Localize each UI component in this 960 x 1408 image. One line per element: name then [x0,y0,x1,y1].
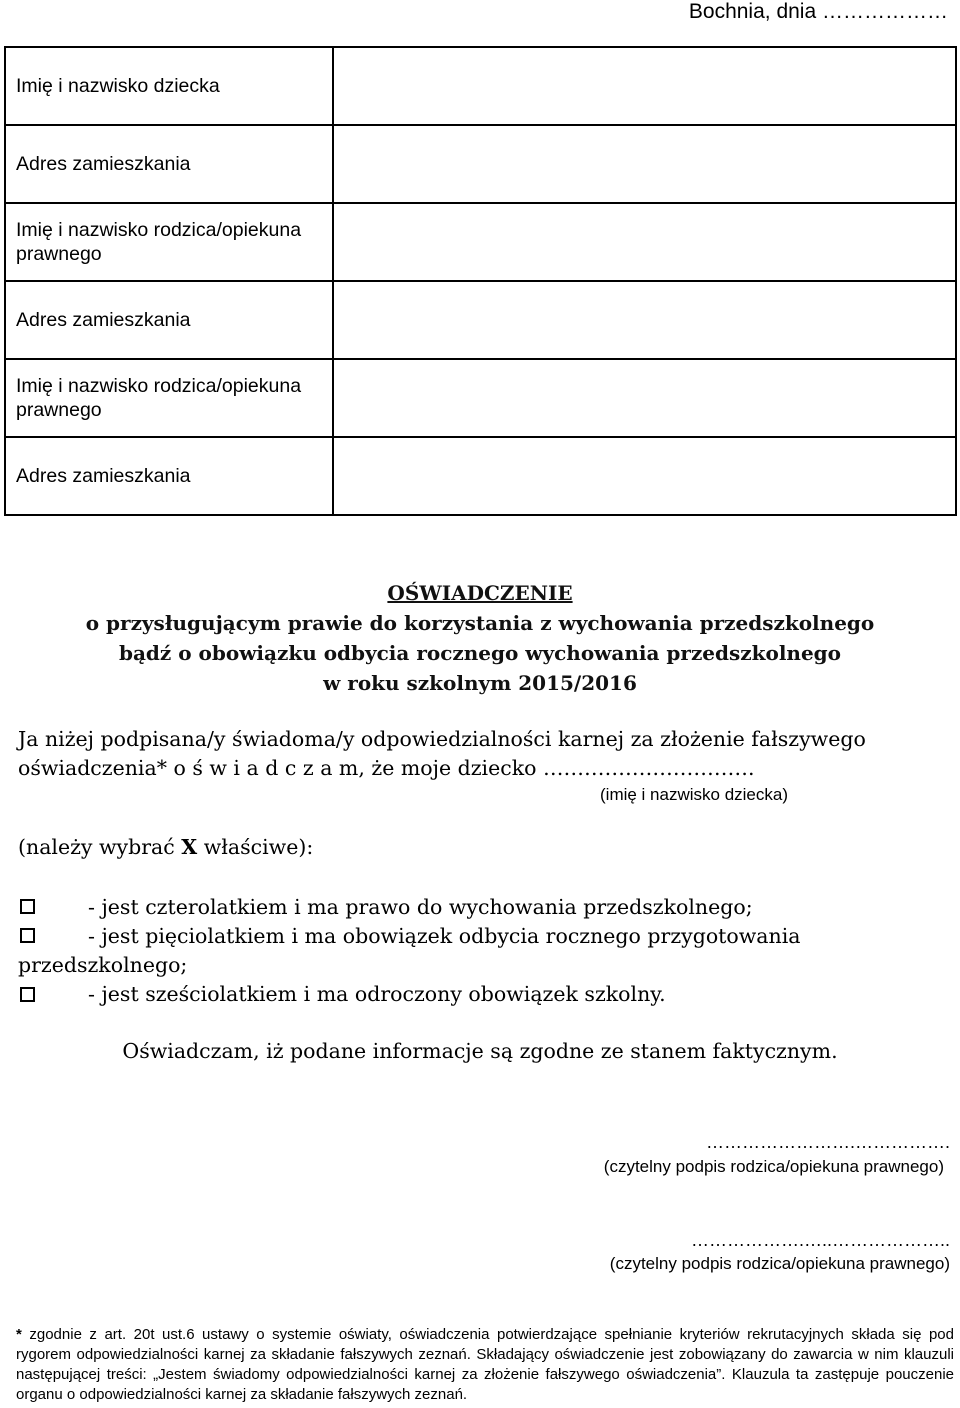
declaration-title-block [0,578,960,698]
parent-2-name-field[interactable] [333,359,956,437]
table-row [5,281,956,359]
parent-1-address-label: Adres zamieszkania [5,281,333,359]
option-1-label: - jest czterolatkiem i ma prawo do wychowania przedszkolnego; [88,895,753,919]
table-row [5,359,956,437]
personal-data-table [4,46,957,516]
child-address-label: Adres zamieszkania [5,125,333,203]
parent-2-name-label: Imię i nazwisko rodzica/opiekuna prawnego [5,359,333,437]
option-2-label-continuation: przedszkolnego; [18,953,188,977]
option-2-label: - jest pięciolatkiem i ma obowiązek odbycia rocznego przygotowania [88,924,801,948]
declaration-body-line-2: oświadczenia* o ś w i a d c z a m, że moje dziecko …………………………. [18,756,755,780]
parent-1-name-field[interactable] [333,203,956,281]
signature-1-caption: (czytelny podpis rodzica/opiekuna prawnego) [603,1157,944,1176]
place-date: Bochnia, dnia ……………… [688,0,948,23]
declaration-subtitle-1: o przysługującym prawie do korzystania z wychowania przedszkolnego [85,611,875,635]
child-address-field[interactable] [333,125,956,203]
signature-2-line[interactable]: ……………….…..……………….. [690,1230,950,1250]
child-name-label: Imię i nazwisko dziecka [5,47,333,125]
declaration-body-line-1: Ja niżej podpisana/y świadoma/y odpowiedzialności karnej za złożenie fałszywego [18,727,866,751]
parent-2-address-label: Adres zamieszkania [5,437,333,515]
choose-suffix: właściwe): [197,835,314,859]
footnote-asterisk: * [16,1326,22,1343]
declaration-subtitle-2: bądź o obowiązku odbycia rocznego wychowania przedszkolnego [118,641,842,665]
option-3-label: - jest sześciolatkiem i ma odroczony obowiązek szkolny. [88,982,666,1006]
parent-2-address-field[interactable] [333,437,956,515]
signature-1-line[interactable]: …………………….……………. [705,1132,950,1152]
table-row [5,125,956,203]
table-row [5,437,956,515]
table-row [5,47,956,125]
declaration-title: OŚWIADCZENIE [387,581,573,605]
footnote-text: zgodnie z art. 20t ust.6 ustawy o systemie oświaty, oświadczenia potwierdzające spełnianie kryteriów rekrutacyjnych składa się pod rygorem odpowiedzialności karnej za składanie fałszywych zeznań. Składający oświadczenie jest zobowiązany do zawarcia w nim klauzuli następującej treści: „Jestem świadomy odpowiedzialności karnej za złożenie fałszywego oświadczenia”. Klauzula ta zastępuje pouczenie organu o odpowiedzialności karnej za składanie fałszywych zeznań. [16,1326,954,1403]
option-2-checkbox[interactable] [20,928,35,943]
parent-1-address-field[interactable] [333,281,956,359]
choose-prefix: (należy wybrać [18,835,182,859]
declaration-subtitle-3: w roku szkolnym 2015/2016 [323,671,637,695]
footnote [16,1325,954,1405]
option-1-checkbox[interactable] [20,899,35,914]
confirmation-statement: Oświadczam, iż podane informacje są zgodne ze stanem faktycznym. [122,1039,838,1063]
choose-x-mark: X [181,835,198,859]
parent-1-name-label: Imię i nazwisko rodzica/opiekuna prawnego [5,203,333,281]
option-3-checkbox[interactable] [20,987,35,1002]
table-row [5,203,956,281]
choose-instruction [18,833,313,862]
child-name-caption: (imię i nazwisko dziecka) [600,785,788,804]
child-name-field[interactable] [333,47,956,125]
signature-2-caption: (czytelny podpis rodzica/opiekuna prawnego) [609,1254,950,1273]
